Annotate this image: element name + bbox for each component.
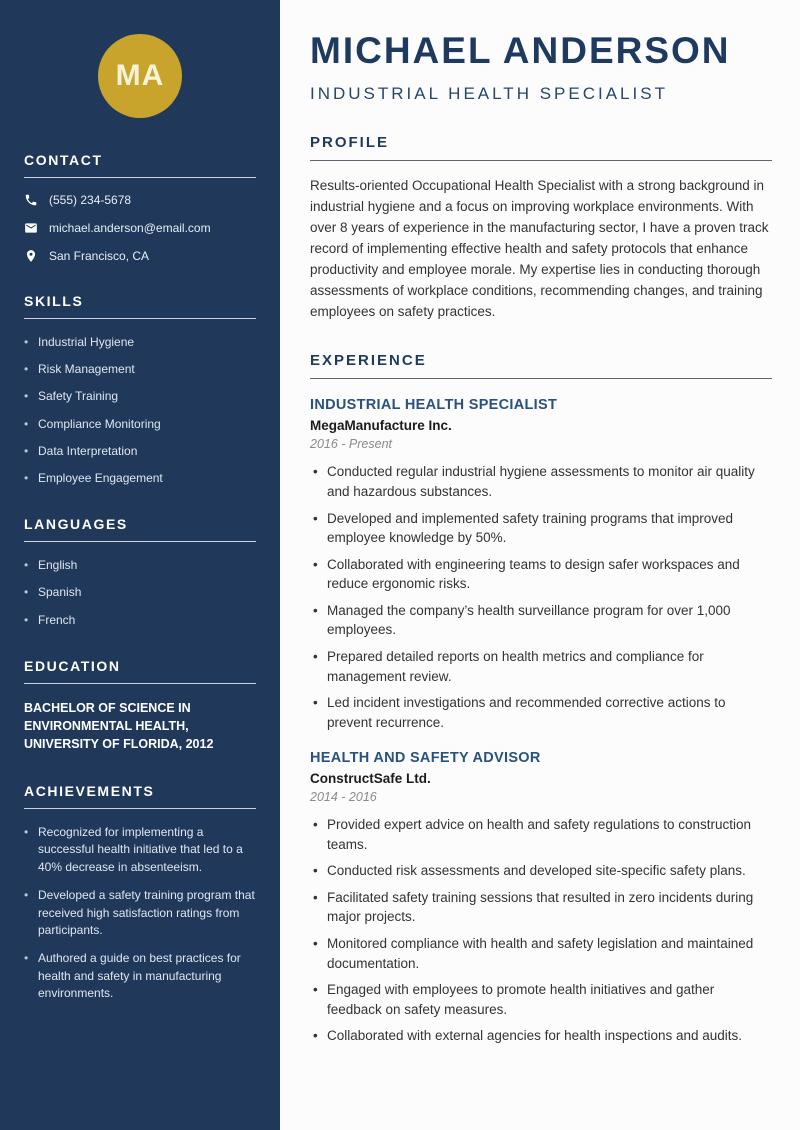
contact-phone <box>24 193 256 207</box>
contact-location <box>24 249 256 263</box>
profile-section <box>310 134 772 322</box>
job-title: INDUSTRIAL HEALTH SPECIALIST <box>310 397 558 414</box>
job-bullet: • Prepared detailed reports on health metrics and compliance for management review. <box>310 647 772 686</box>
contact-phone-text: (555) 234-5678 <box>49 193 132 207</box>
experience-section-title: EXPERIENCE <box>310 352 772 379</box>
achievement-item: • Recognized for implementing a successful health initiative that led to a 40% decrease in absenteeism. <box>24 824 256 876</box>
job-bullet-list <box>310 462 772 732</box>
contact-email <box>24 221 256 235</box>
sidebar <box>0 0 280 1130</box>
job-bullet-list <box>310 815 772 1046</box>
job-bullet: • Conducted regular industrial hygiene assessments to monitor air quality and hazardous substances. <box>310 462 772 501</box>
languages-section-title: LANGUAGES <box>24 516 256 542</box>
job-bullet: • Facilitated safety training sessions that resulted in zero incidents during major projects. <box>310 888 772 927</box>
job-title: HEALTH AND SAFETY ADVISOR <box>310 750 541 767</box>
profile-section-title: PROFILE <box>310 134 772 161</box>
skills-section-title: SKILLS <box>24 293 256 319</box>
contact-section <box>24 152 256 263</box>
job-bullet: • Managed the company’s health surveillance program for over 1,000 employees. <box>310 601 772 640</box>
skills-section <box>24 293 256 486</box>
experience-entry <box>310 750 772 1046</box>
achievements-list <box>24 824 256 1003</box>
job-bullet: • Collaborated with engineering teams to design safer workspaces and reduce ergonomic risks. <box>310 555 772 594</box>
candidate-name: MICHAEL ANDERSON <box>310 30 731 71</box>
education-section-title: EDUCATION <box>24 658 256 684</box>
contact-section-title: CONTACT <box>24 152 256 178</box>
experience-section <box>310 352 772 1045</box>
education-section <box>24 658 256 753</box>
profile-text: Results-oriented Occupational Health Specialist with a strong background in industrial hygiene and a focus on improving workplace environments. With over 8 years of experience in the manufacturing sector, I have a proven track record of implementing effective health and safety protocols that enhance productivity and employee morale. My expertise lies in conducting thorough assessments of workplace conditions, recommending changes, and training employees on safety practices. <box>310 178 769 319</box>
skill-item: • Industrial Hygiene <box>24 334 256 350</box>
location-icon <box>24 249 38 263</box>
skill-item: • Employee Engagement <box>24 470 256 486</box>
achievements-section <box>24 783 256 1003</box>
skill-item: • Risk Management <box>24 361 256 377</box>
job-company: ConstructSafe Ltd. <box>310 771 431 787</box>
email-icon <box>24 221 38 235</box>
achievement-item: • Authored a guide on best practices for health and safety in manufacturing environments. <box>24 950 256 1002</box>
job-bullet: • Led incident investigations and recommended corrective actions to prevent recurrence. <box>310 693 772 732</box>
job-bullet: • Provided expert advice on health and safety regulations to construction teams. <box>310 815 772 854</box>
skill-item: • Compliance Monitoring <box>24 416 256 432</box>
skills-list <box>24 334 256 486</box>
phone-icon <box>24 193 38 207</box>
avatar-initials: MA <box>115 59 165 92</box>
job-bullet: • Monitored compliance with health and safety legislation and maintained documentation. <box>310 934 772 973</box>
job-bullet: • Conducted risk assessments and developed site-specific safety plans. <box>310 861 772 881</box>
achievements-section-title: ACHIEVEMENTS <box>24 783 256 809</box>
avatar <box>98 34 182 118</box>
job-dates: 2014 - 2016 <box>310 790 377 805</box>
job-bullet: • Collaborated with external agencies for health inspections and audits. <box>310 1026 772 1046</box>
job-bullet: • Engaged with employees to promote health initiatives and gather feedback on safety measures. <box>310 980 772 1019</box>
job-dates: 2016 - Present <box>310 437 392 452</box>
job-company: MegaManufacture Inc. <box>310 418 452 434</box>
contact-location-text: San Francisco, CA <box>49 249 150 263</box>
language-item: • Spanish <box>24 584 256 600</box>
candidate-job-title: INDUSTRIAL HEALTH SPECIALIST <box>310 84 668 103</box>
job-bullet: • Developed and implemented safety training programs that improved employee knowledge by 50%. <box>310 509 772 548</box>
education-text: BACHELOR OF SCIENCE IN ENVIRONMENTAL HEALTH, UNIVERSITY OF FLORIDA, 2012 <box>24 700 214 751</box>
skill-item: • Data Interpretation <box>24 443 256 459</box>
achievement-item: • Developed a safety training program that received high satisfaction ratings from participants. <box>24 887 256 939</box>
languages-list <box>24 557 256 628</box>
experience-entry <box>310 397 772 732</box>
language-item: • French <box>24 612 256 628</box>
contact-email-text: michael.anderson@email.com <box>49 221 211 235</box>
main-column <box>280 0 800 1130</box>
language-item: • English <box>24 557 256 573</box>
languages-section <box>24 516 256 628</box>
skill-item: • Safety Training <box>24 388 256 404</box>
